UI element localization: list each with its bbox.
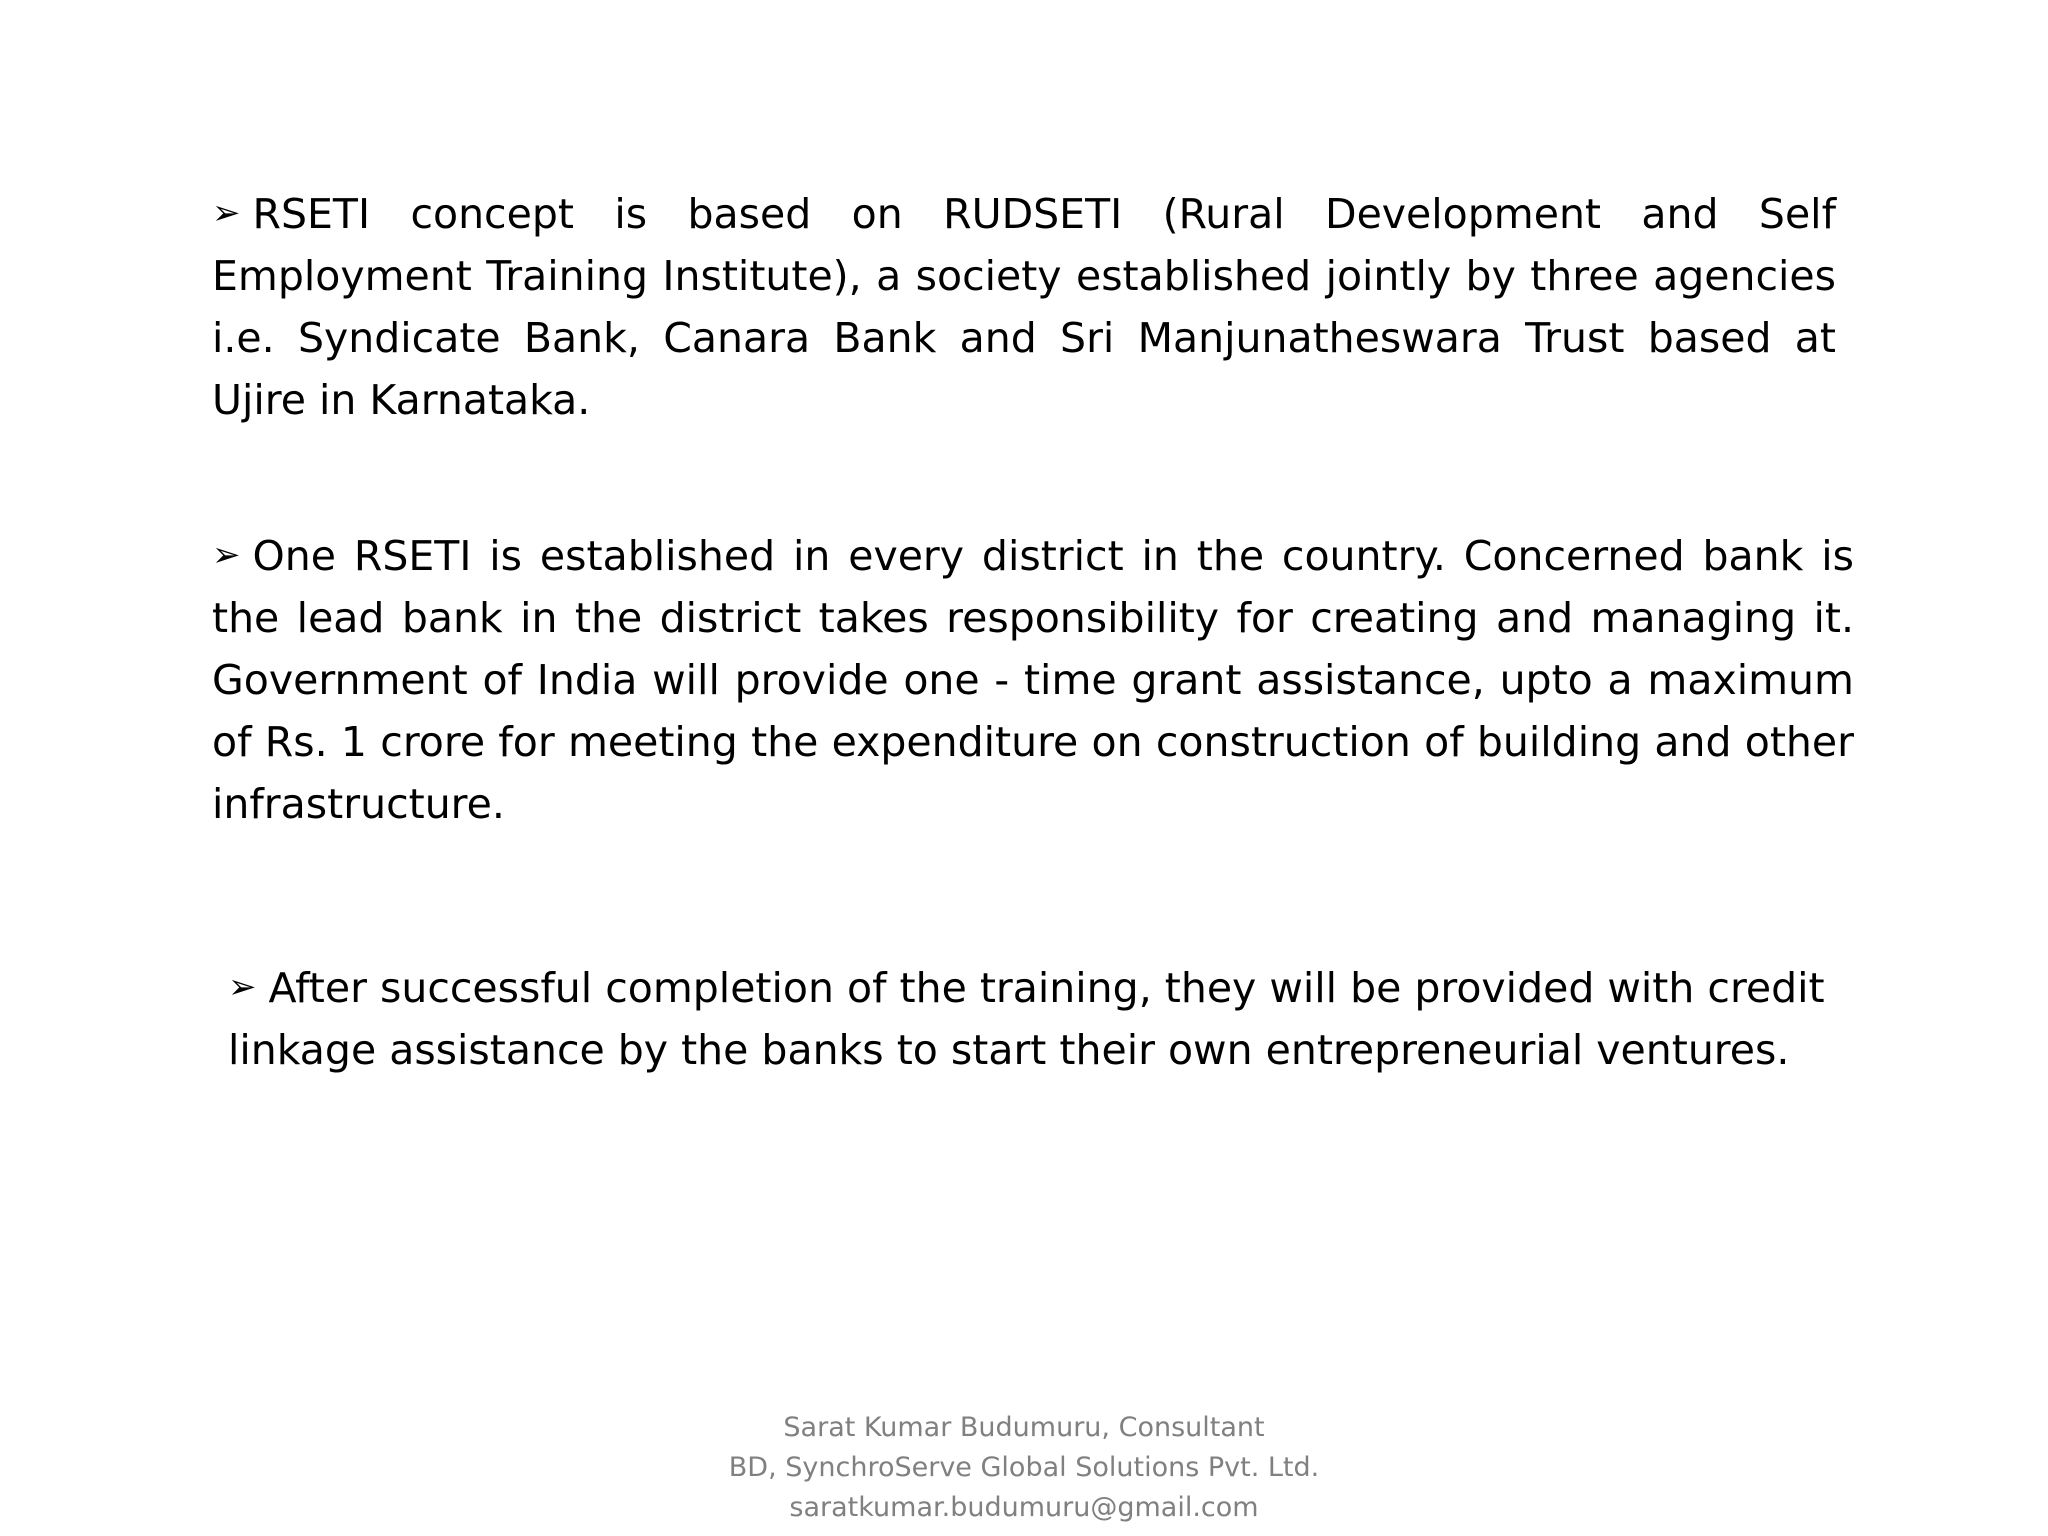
bullet-rseti-district [212, 524, 1854, 835]
footer-company: BD, SynchroServe Global Solutions Pvt. Ltd. [728, 1452, 1320, 1483]
bullet-text: One RSETI is established in every district in the country. Concerned bank is the lead bank in the district takes responsibility for creating and managing it. Government of India will provide one - time grant assistance, upto a maximum of Rs. 1 crore for meeting the expenditure on construction of building and other infrastructure. [212, 532, 1854, 828]
arrow-bullet-icon: ➢ [212, 535, 241, 575]
arrow-bullet-icon: ➢ [212, 193, 241, 233]
bullet-text: After successful completion of the training, they will be provided with credit linkage assistance by the banks to start their own entrepreneurial ventures. [228, 964, 1825, 1074]
bullet-text: RSETI concept is based on RUDSETI (Rural Development and Self Employment Training Institute), a society established jointly by three agencies i.e. Syndicate Bank, Canara Bank and Sri Manjunatheswara Trust based at Ujire in Karnataka. [212, 190, 1836, 424]
arrow-bullet-icon: ➢ [228, 967, 257, 1007]
bullet-credit-linkage [228, 956, 1908, 1081]
footer-author: Sarat Kumar Budumuru, Consultant [783, 1412, 1265, 1443]
footer [0, 1408, 2048, 1528]
bullet-rseti-concept [212, 182, 1836, 431]
footer-email: saratkumar.budumuru@gmail.com [789, 1492, 1259, 1523]
